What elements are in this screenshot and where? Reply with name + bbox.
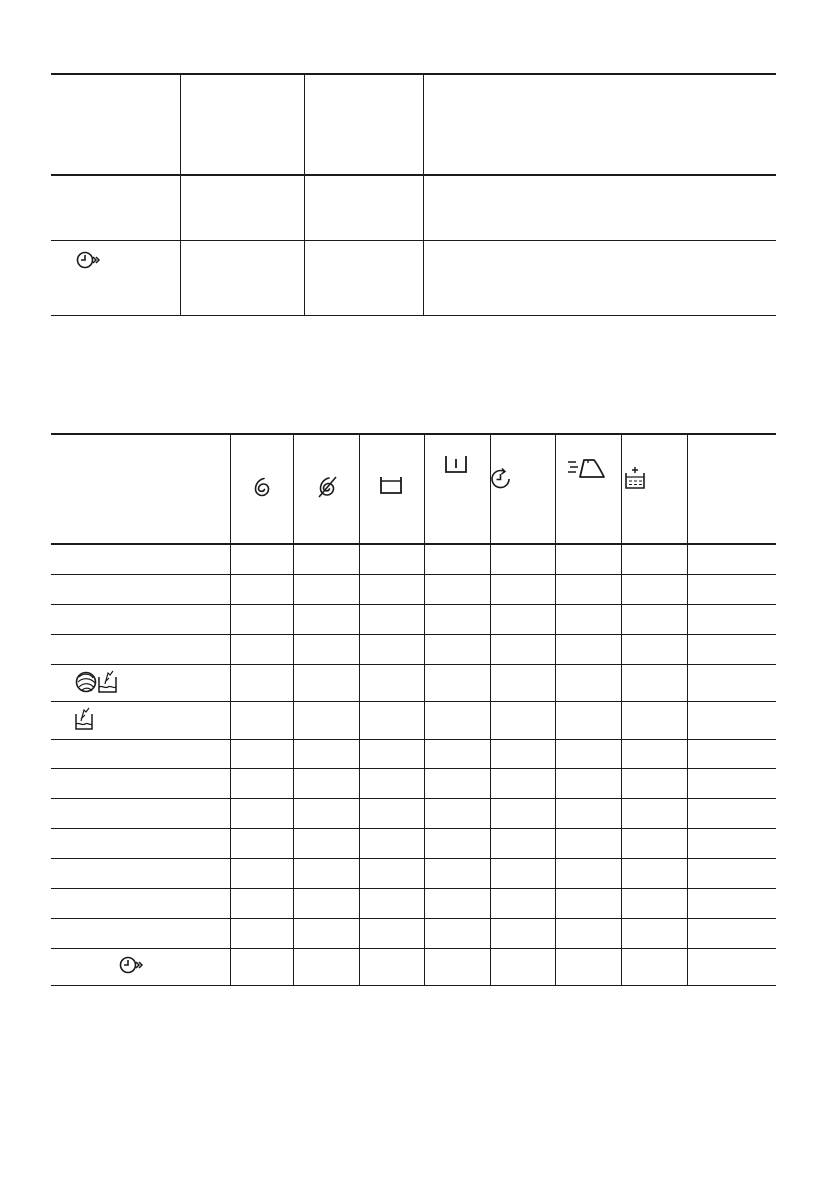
- column-divider: [424, 434, 425, 986]
- column-divider: [230, 434, 231, 986]
- row-rule: [51, 574, 776, 575]
- column-divider: [621, 434, 622, 986]
- row-rule: [51, 634, 776, 635]
- table-rule: [51, 543, 776, 545]
- row-rule: [51, 918, 776, 919]
- column-divider: [180, 74, 181, 316]
- table-rule: [51, 433, 776, 435]
- row-rule: [51, 828, 776, 829]
- column-divider: [304, 74, 305, 316]
- column-divider: [359, 434, 360, 986]
- table-rule: [51, 315, 776, 316]
- prewash-icon: [444, 455, 468, 475]
- delay-end-icon: [119, 955, 145, 977]
- row-rule: [51, 858, 776, 859]
- table-rule: [51, 174, 776, 176]
- no-spin-icon: [316, 475, 338, 499]
- hand-wash-icon: [74, 706, 94, 732]
- easy-iron-icon: [566, 457, 606, 481]
- row-rule: [51, 985, 776, 986]
- wool-hand-wash-icon: [75, 669, 119, 695]
- row-rule: [51, 739, 776, 740]
- row-rule: [51, 798, 776, 799]
- rinse-hold-icon: [379, 476, 403, 496]
- spin-icon: [253, 477, 271, 497]
- column-divider: [687, 434, 688, 986]
- row-rule: [51, 604, 776, 605]
- row-rule: [51, 701, 776, 702]
- row-rule: [51, 768, 776, 769]
- column-divider: [423, 74, 424, 316]
- delay-end-icon: [76, 250, 102, 272]
- row-rule: [51, 948, 776, 949]
- row-rule: [51, 888, 776, 889]
- column-divider: [555, 434, 556, 986]
- column-divider: [490, 434, 491, 986]
- table-rule: [51, 73, 776, 75]
- row-rule: [51, 664, 776, 665]
- column-divider: [293, 434, 294, 986]
- time-save-icon: [489, 467, 513, 491]
- extra-rinse-icon: [623, 465, 647, 491]
- table-rule: [51, 240, 776, 241]
